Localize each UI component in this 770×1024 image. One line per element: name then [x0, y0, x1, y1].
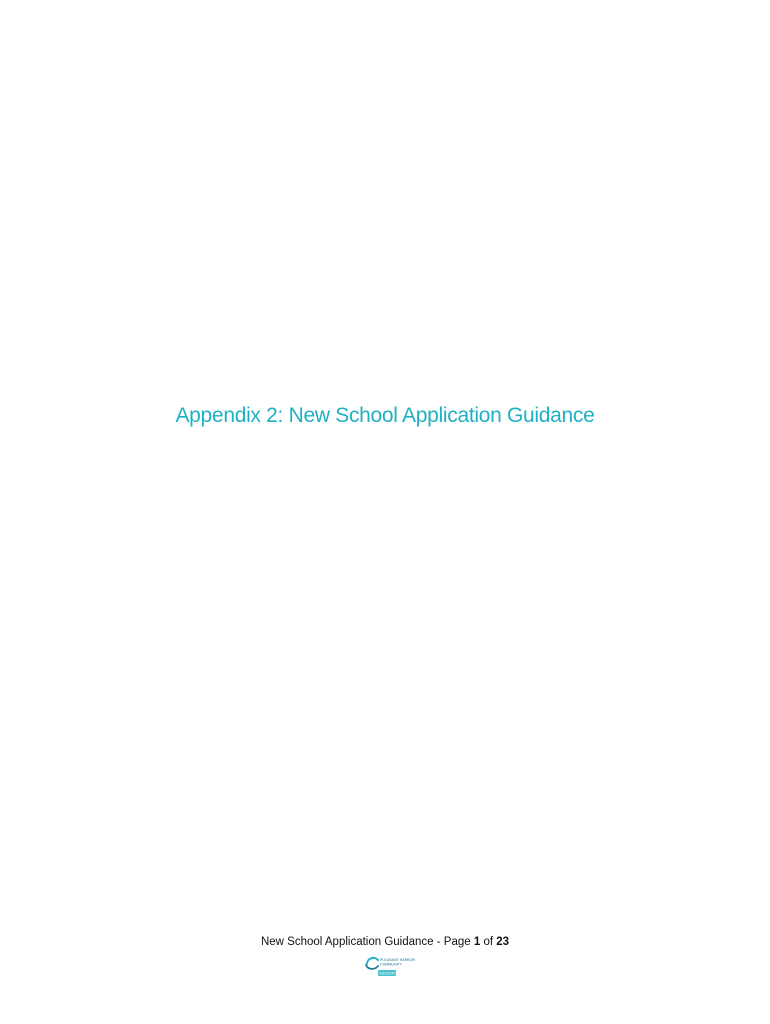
footer-of: of	[480, 936, 497, 948]
organization-logo	[364, 955, 418, 979]
logo-text-1: PLEASANT HARBOR	[380, 958, 416, 962]
logo-text-2: COMMUNITY	[380, 962, 403, 967]
logo-text-3: EDUCATION	[379, 971, 400, 976]
footer-page-total: 23	[496, 936, 510, 948]
footer-page-current: 1	[473, 936, 481, 948]
footer-label: New School Application Guidance - Page	[260, 936, 474, 948]
page-footer	[0, 934, 770, 950]
document-title: Appendix 2: New School Application Guidance	[175, 404, 595, 427]
